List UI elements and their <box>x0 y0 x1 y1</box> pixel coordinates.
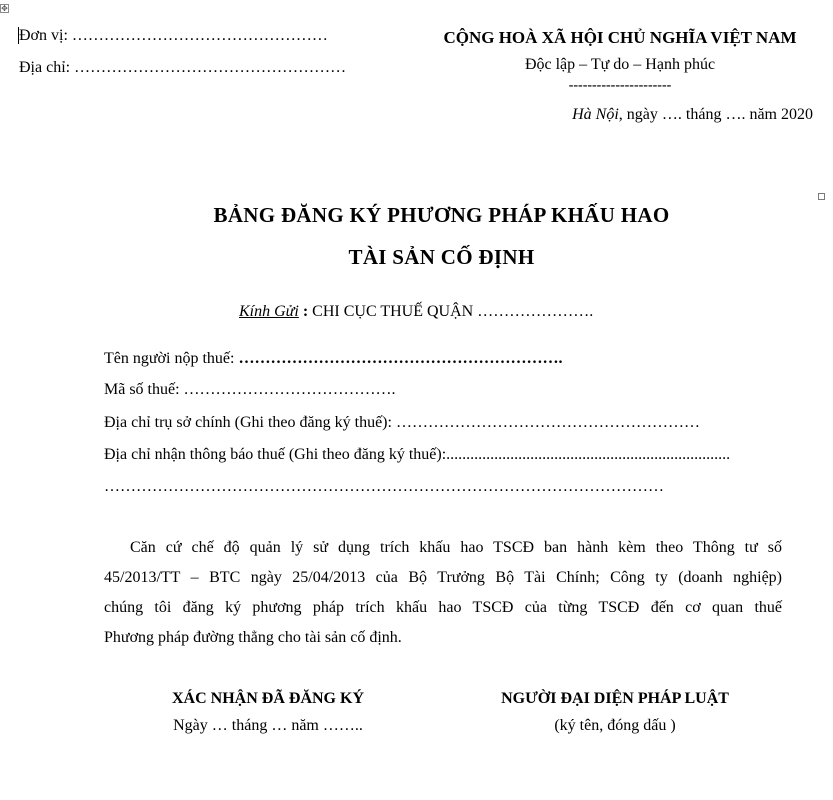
body-line-4: Phương pháp đường thẳng cho tài sản cố định. <box>104 629 402 646</box>
table-move-handle-icon[interactable]: ✥ <box>1 4 8 13</box>
resize-handle-icon[interactable] <box>818 193 825 200</box>
recipient-colon: : <box>298 303 313 320</box>
recipient-value: CHI CỤC THUẾ QUẬN …………………. <box>312 303 594 320</box>
header-separator: ---------------------- <box>568 78 672 93</box>
unit-field: Đơn vị: ………………………………………… <box>19 27 328 44</box>
head-office-address-field: Địa chỉ trụ sở chính (Ghi theo đăng ký thuế): ………………………………………………… <box>104 414 700 431</box>
document-title-line1: BẢNG ĐĂNG KÝ PHƯƠNG PHÁP KHẤU HAO <box>213 203 670 227</box>
tax-code-field: Mã số thuế: …………………………………. <box>104 381 396 398</box>
body-line-2: 45/2013/TT – BTC ngày 25/04/2013 của Bộ Trưởng Bộ Tài Chính; Công ty (doanh nghiệp) <box>104 569 782 586</box>
legal-representative-note: (ký tên, đóng dấu ) <box>554 717 676 734</box>
taxpayer-name-label: Tên người nộp thuế: <box>104 350 239 367</box>
taxpayer-name-dots: ……………………………………………………. <box>238 350 563 367</box>
recipient-label: Kính Gửi <box>239 303 299 320</box>
confirm-registration-date: Ngày … tháng … năm …….. <box>173 717 363 734</box>
extra-dotted-line: …………………………………………………………………………………………… <box>104 478 664 495</box>
notice-address-field: Địa chỉ nhận thông báo thuế (Ghi theo đăng ký thuế):....................................................................... <box>104 446 731 463</box>
body-paragraph <box>104 533 782 653</box>
country-name: CỘNG HOÀ XÃ HỘI CHỦ NGHĨA VIỆT NAM <box>443 28 797 47</box>
legal-representative-title: NGƯỜI ĐẠI DIỆN PHÁP LUẬT <box>501 690 729 707</box>
recipient-line <box>239 303 593 321</box>
date-line <box>572 106 813 124</box>
taxpayer-name-field <box>104 350 562 368</box>
date-rest: , ngày …. tháng …. năm 2020 <box>618 106 813 123</box>
document-title-line2: TÀI SẢN CỐ ĐỊNH <box>348 245 535 269</box>
date-place: Hà Nội <box>572 106 619 123</box>
body-line-3: chúng tôi đăng ký phương pháp trích khấu hao TSCĐ của từng TSCĐ đến cơ quan thuế <box>104 599 782 616</box>
address-field: Địa chỉ: …………………………………………… <box>19 59 347 76</box>
motto: Độc lập – Tự do – Hạnh phúc <box>524 56 716 73</box>
confirm-registration-title: XÁC NHẬN ĐÃ ĐĂNG KÝ <box>172 690 364 707</box>
body-line-1: Căn cứ chế độ quản lý sử dụng trích khấu hao TSCĐ ban hành kèm theo Thông tư số <box>130 539 782 556</box>
